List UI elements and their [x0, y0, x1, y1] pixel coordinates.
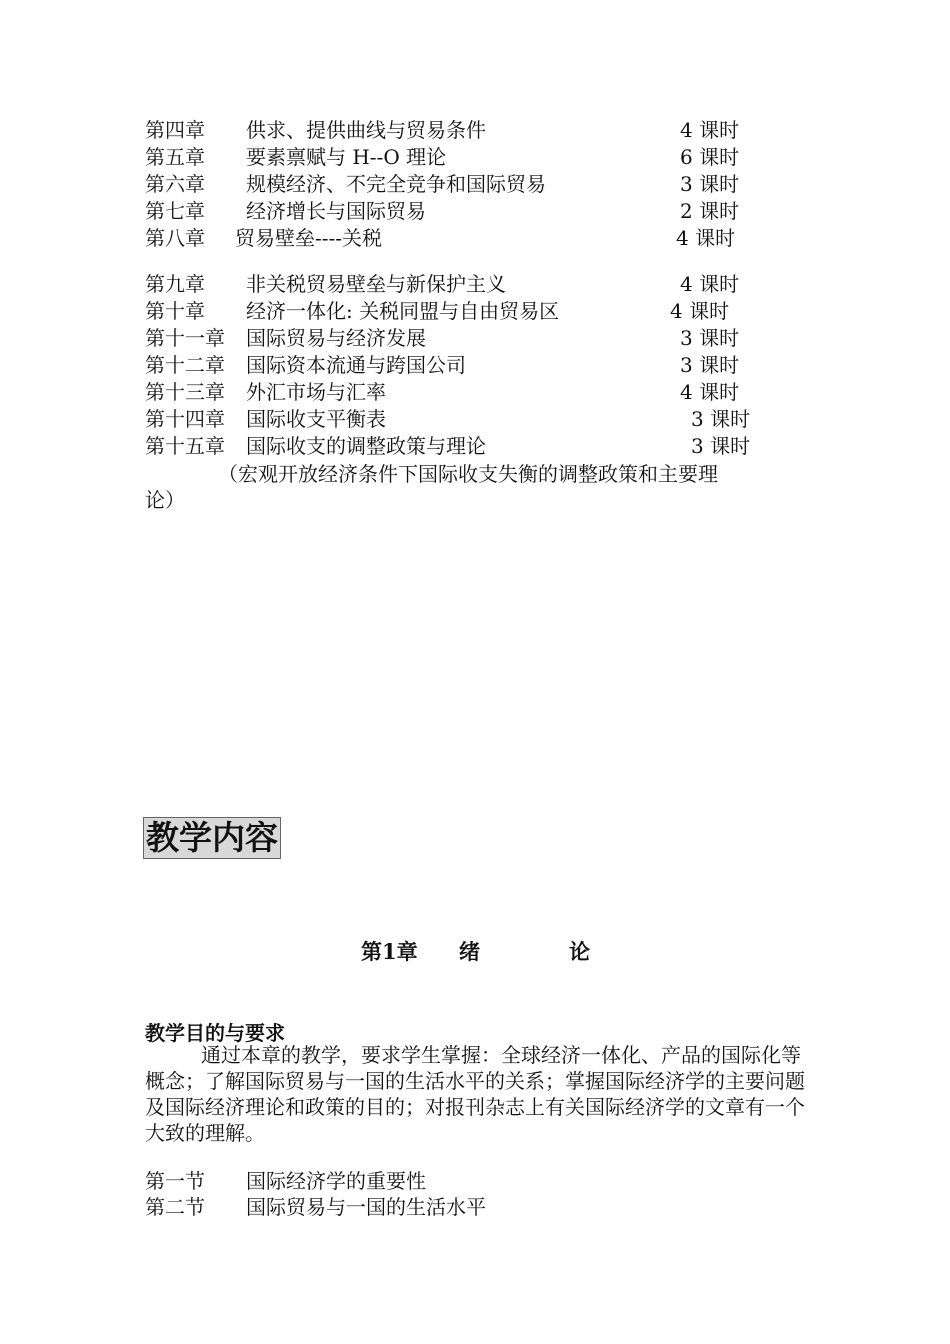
chapter-name: 国际收支平衡表 — [246, 407, 386, 431]
section-title: 国际经济学的重要性 — [246, 1169, 426, 1193]
chapter-note: （宏观开放经济条件下国际收支失衡的调整政策和主要理 — [218, 462, 718, 486]
section-heading: 教学内容 — [143, 817, 281, 859]
chapter-number: 第六章 — [145, 172, 205, 196]
section-title: 国际贸易与一国的生活水平 — [246, 1195, 486, 1219]
chapter-hours: 4 课时 — [680, 118, 740, 142]
chapter-hours: 3 课时 — [680, 326, 740, 350]
chapter-name: 经济一体化: 关税同盟与自由贸易区 — [246, 299, 560, 323]
chapter-name: 要素禀赋与 H--O 理论 — [246, 145, 447, 169]
chapter-name: 贸易壁垒----关税 — [235, 226, 383, 250]
chapter-hours: 3 课时 — [680, 353, 740, 377]
chapter-hours: 6 课时 — [680, 145, 740, 169]
chapter-name: 非关税贸易壁垒与新保护主义 — [246, 272, 506, 296]
chapter-hours: 4 课时 — [676, 226, 736, 250]
chapter-name: 国际资本流通与跨国公司 — [246, 353, 466, 377]
objectives-text: 通过本章的教学，要求学生掌握：全球经济一体化、产品的国际化等概念；了解国际贸易与一国的生活水平的关系；掌握国际经济学的主要问题及国际经济理论和政策的目的；对报刊杂志上有关国际经济学的文章有一个大致的理解。 — [145, 1043, 805, 1145]
chapter-name: 供求、提供曲线与贸易条件 — [246, 118, 486, 142]
chapter-number: 第七章 — [145, 199, 205, 223]
chapter-number: 第五章 — [145, 145, 205, 169]
chapter-number: 第十章 — [145, 299, 205, 323]
chapter-hours: 4 课时 — [670, 299, 730, 323]
chapter-hours: 2 课时 — [680, 199, 740, 223]
chapter-name: 国际收支的调整政策与理论 — [246, 434, 486, 458]
chapter-name: 规模经济、不完全竞争和国际贸易 — [246, 172, 546, 196]
chapter-number: 第十一章 — [145, 326, 225, 350]
chapter-title-word-2: 论 — [569, 939, 590, 964]
chapter-title-number: 第1章 — [361, 939, 418, 964]
chapter-name: 外汇市场与汇率 — [246, 380, 386, 404]
chapter-title-word-1: 绪 — [459, 939, 480, 964]
chapter-name: 经济增长与国际贸易 — [246, 199, 426, 223]
chapter-hours: 3 课时 — [691, 407, 751, 431]
chapter-note-continued: 论） — [145, 488, 185, 512]
objectives-heading: 教学目的与要求 — [145, 1021, 285, 1045]
objectives-paragraph — [145, 1042, 813, 1146]
section-number: 第一节 — [145, 1169, 205, 1193]
chapter-number: 第九章 — [145, 272, 205, 296]
chapter-hours: 3 课时 — [680, 172, 740, 196]
chapter-number: 第十四章 — [145, 407, 225, 431]
chapter-hours: 3 课时 — [691, 434, 751, 458]
chapter-number: 第十五章 — [145, 434, 225, 458]
chapter-number: 第八章 — [145, 226, 205, 250]
chapter-number: 第十三章 — [145, 380, 225, 404]
chapter-name: 国际贸易与经济发展 — [246, 326, 426, 350]
section-number: 第二节 — [145, 1195, 205, 1219]
chapter-number: 第十二章 — [145, 353, 225, 377]
chapter-hours: 4 课时 — [680, 380, 740, 404]
chapter-number: 第四章 — [145, 118, 205, 142]
chapter-hours: 4 课时 — [680, 272, 740, 296]
